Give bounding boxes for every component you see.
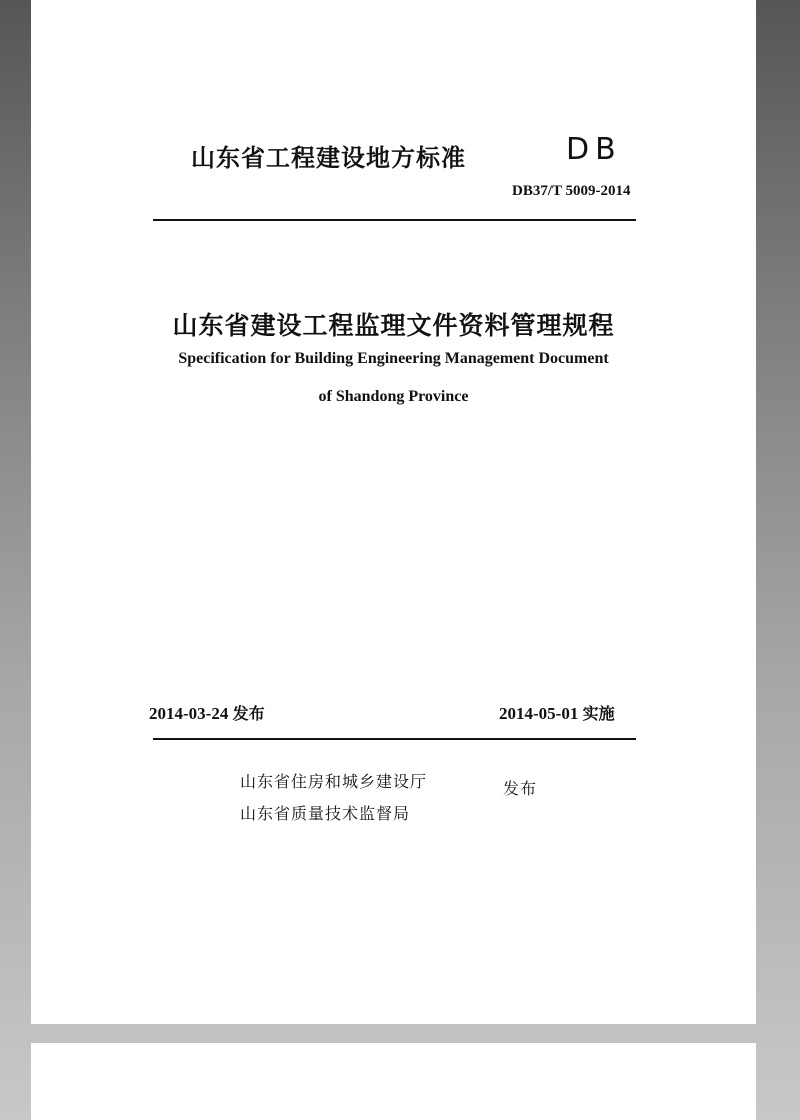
standard-code: DB37/T 5009-2014 bbox=[512, 183, 631, 199]
publish-date: 2014-03-24 bbox=[149, 704, 229, 723]
bottom-divider bbox=[153, 738, 636, 740]
issuer-quality-bureau: 山东省质量技术监督局 bbox=[240, 804, 411, 823]
publish-date-line bbox=[149, 701, 265, 724]
issuer-housing-department: 山东省住房和城乡建设厅 bbox=[240, 772, 428, 791]
title-english-line-2: of Shandong Province bbox=[318, 388, 469, 405]
db-mark: DB bbox=[566, 132, 622, 167]
publish-label: 发布 bbox=[232, 704, 265, 723]
implement-date: 2014-05-01 bbox=[499, 704, 579, 723]
next-document-page bbox=[31, 1043, 756, 1120]
document-page bbox=[31, 0, 756, 1024]
title-chinese: 山东省建设工程监理文件资料管理规程 bbox=[172, 311, 615, 340]
title-english-line-1: Specification for Building Engineering Management Document bbox=[178, 350, 609, 367]
implement-label: 实施 bbox=[582, 704, 615, 723]
implement-date-line bbox=[499, 701, 615, 724]
top-divider bbox=[153, 219, 636, 221]
issue-label: 发布 bbox=[503, 779, 538, 798]
standard-type: 山东省工程建设地方标准 bbox=[191, 144, 466, 172]
